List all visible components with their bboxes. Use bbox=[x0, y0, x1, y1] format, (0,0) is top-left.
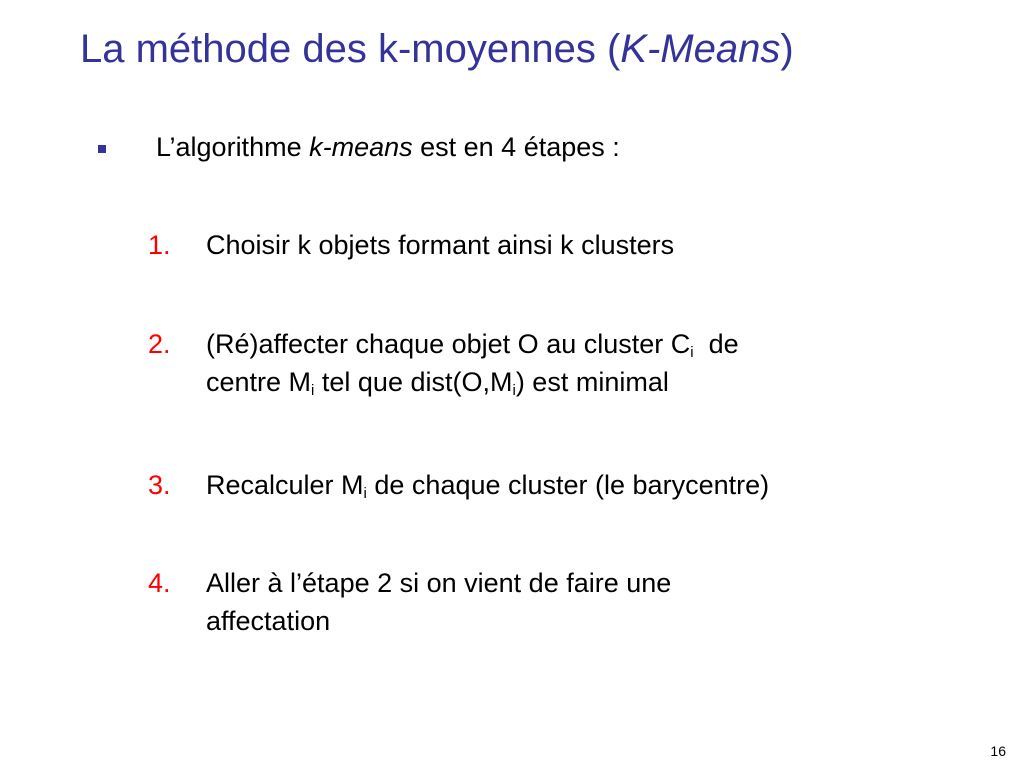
step-line: affectation bbox=[206, 606, 331, 636]
page-number: 16 bbox=[990, 743, 1006, 759]
step-fragment: centre M bbox=[206, 367, 312, 397]
step-fragment: (Ré)affecter chaque objet O au cluster C bbox=[206, 329, 691, 359]
step-fragment: tel que dist(O,M bbox=[314, 367, 513, 397]
step-line bbox=[206, 325, 926, 363]
step-line bbox=[206, 466, 926, 504]
title-suffix: ) bbox=[780, 27, 794, 71]
step-number: 3. bbox=[148, 470, 171, 500]
subscript: i bbox=[690, 344, 694, 361]
subscript: i bbox=[311, 382, 315, 399]
intro-after: est en 4 étapes : bbox=[412, 132, 620, 162]
step-text bbox=[206, 564, 926, 640]
subscript: i bbox=[512, 382, 516, 399]
step-line: Aller à l’étape 2 si on vient de faire une bbox=[206, 568, 672, 598]
intro-text bbox=[156, 128, 620, 166]
subscript: i bbox=[363, 485, 367, 502]
step-fragment: ) est minimal bbox=[515, 367, 669, 397]
step-number: 4. bbox=[148, 568, 171, 598]
step-text bbox=[206, 466, 926, 504]
slide-title bbox=[80, 22, 794, 76]
step-fragment: de bbox=[693, 329, 739, 359]
intro-before: L’algorithme bbox=[156, 132, 310, 162]
step-number: 2. bbox=[148, 329, 171, 359]
square-bullet-icon bbox=[98, 145, 106, 153]
step-line bbox=[206, 363, 926, 401]
title-prefix: La méthode des k-moyennes ( bbox=[80, 27, 621, 71]
step-text bbox=[206, 325, 926, 401]
step-fragment: Recalculer M bbox=[206, 470, 364, 500]
step-fragment: de chaque cluster (le barycentre) bbox=[366, 470, 770, 500]
step-text bbox=[206, 226, 926, 264]
intro-italic: k-means bbox=[309, 132, 413, 162]
step-line: Choisir k objets formant ainsi k clusters bbox=[206, 230, 675, 260]
title-italic: K-Means bbox=[620, 27, 781, 71]
step-number: 1. bbox=[148, 230, 171, 260]
